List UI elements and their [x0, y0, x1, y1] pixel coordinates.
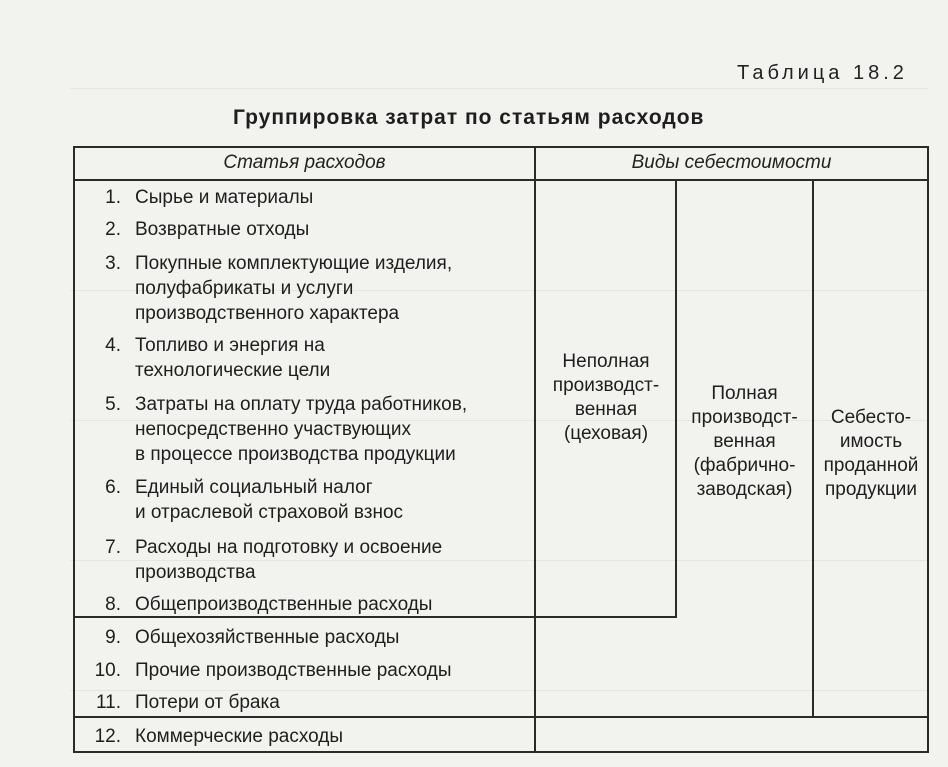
item-text: Общехозяйственные расходы	[135, 627, 400, 648]
item-text: Коммерческие расходы	[135, 726, 344, 747]
cost-type-divider-2	[812, 179, 814, 716]
item-text: Сырье и материалы	[135, 187, 314, 208]
item-text: Потери от брака	[135, 692, 280, 713]
item-number: 4.	[105, 335, 121, 356]
item-text: Расходы на подготовку и освоение производства	[135, 537, 443, 583]
item-number: 9.	[105, 627, 121, 648]
table-title: Группировка затрат по статьям расходов	[233, 106, 705, 129]
item-number: 3.	[105, 253, 121, 274]
item-number: 2.	[105, 219, 121, 240]
item-number: 11.	[95, 692, 121, 713]
bleed-through-line	[70, 88, 928, 89]
group-divider-2	[75, 716, 927, 718]
item-number: 10.	[94, 660, 121, 681]
header-expense-item: Статья расходов	[223, 152, 386, 173]
item-text: Прочие производственные расходы	[135, 660, 452, 681]
item-number: 12.	[94, 726, 121, 747]
item-text: Единый социальный налог и отраслевой страховой взнос	[135, 477, 404, 523]
cost-type-full: Полная производст- венная (фабрично- заводская)	[691, 383, 798, 500]
item-text: Покупные комплектующие изделия, полуфабрикаты и услуги производственного характера	[135, 253, 453, 324]
item-number: 1.	[105, 187, 121, 208]
cost-type-divider-1	[675, 179, 677, 616]
cost-grouping-table	[73, 146, 929, 753]
item-text: Затраты на оплату труда работников, непосредственно участвующих в процессе производства продукции	[135, 394, 468, 465]
header-divider	[75, 179, 927, 181]
item-number: 8.	[105, 594, 121, 615]
header-cost-types: Виды себестоимости	[631, 152, 832, 173]
item-number: 6.	[105, 477, 121, 498]
item-text: Общепроизводственные расходы	[135, 594, 433, 615]
cost-type-sold: Себесто- имость проданной продукции	[823, 407, 919, 500]
cost-type-incomplete: Неполная производст- венная (цеховая)	[552, 351, 660, 444]
item-text: Возвратные отходы	[135, 219, 310, 240]
item-number: 5.	[105, 394, 121, 415]
item-text: Топливо и энергия на технологические цели	[135, 335, 331, 381]
table-number: Таблица 18.2	[737, 62, 908, 84]
item-number: 7.	[105, 537, 121, 558]
